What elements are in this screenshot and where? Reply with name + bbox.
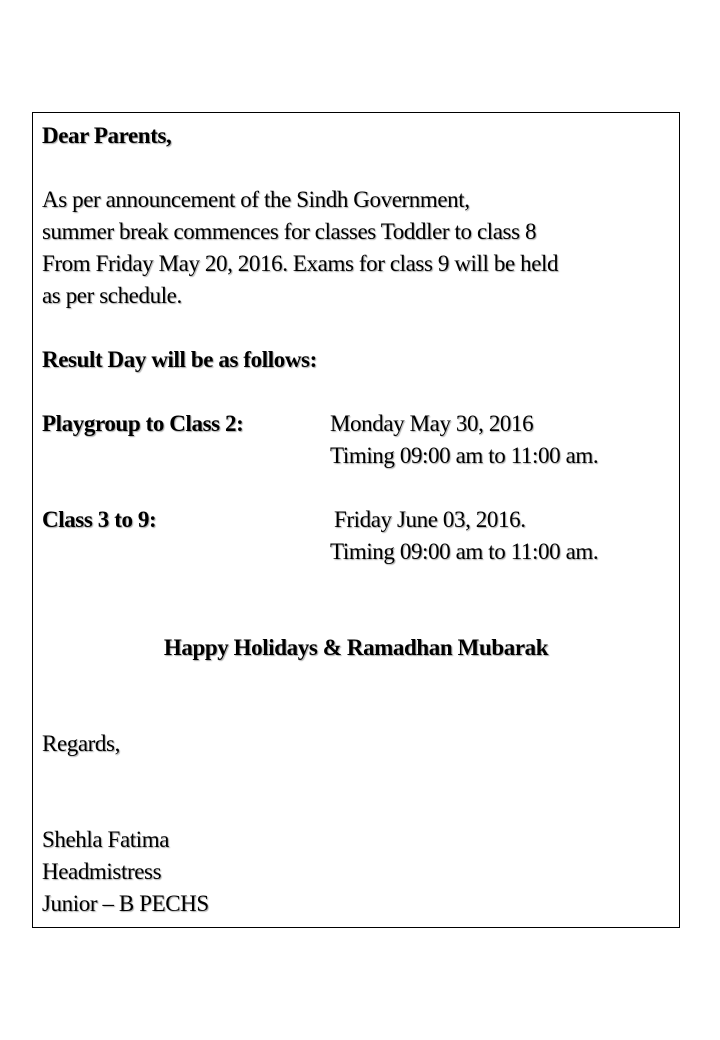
signature-branch: Junior – B PECHS [42,891,209,916]
salutation: Dear Parents, [42,123,172,148]
schedule-timing: Timing 09:00 am to 11:00 am. [330,443,599,468]
body-line: As per announcement of the Sindh Government, [42,187,470,212]
body-line: as per schedule. [42,283,182,308]
body-line: From Friday May 20, 2016. Exams for class 9 will be held [42,251,559,276]
schedule-date: Friday June 03, 2016. [334,507,526,532]
schedule-group: Playgroup to Class 2: [42,411,244,436]
schedule-timing: Timing 09:00 am to 11:00 am. [330,539,599,564]
body-line: summer break commences for classes Toddler to class 8 [42,219,537,244]
schedule-date: Monday May 30, 2016 [330,411,534,436]
closing: Regards, [42,731,120,756]
result-heading: Result Day will be as follows: [42,347,317,372]
schedule-group: Class 3 to 9: [42,507,157,532]
signature-title: Headmistress [42,859,162,884]
signature-name: Shehla Fatima [42,827,170,852]
holiday-greeting: Happy Holidays & Ramadhan Mubarak [163,635,549,660]
